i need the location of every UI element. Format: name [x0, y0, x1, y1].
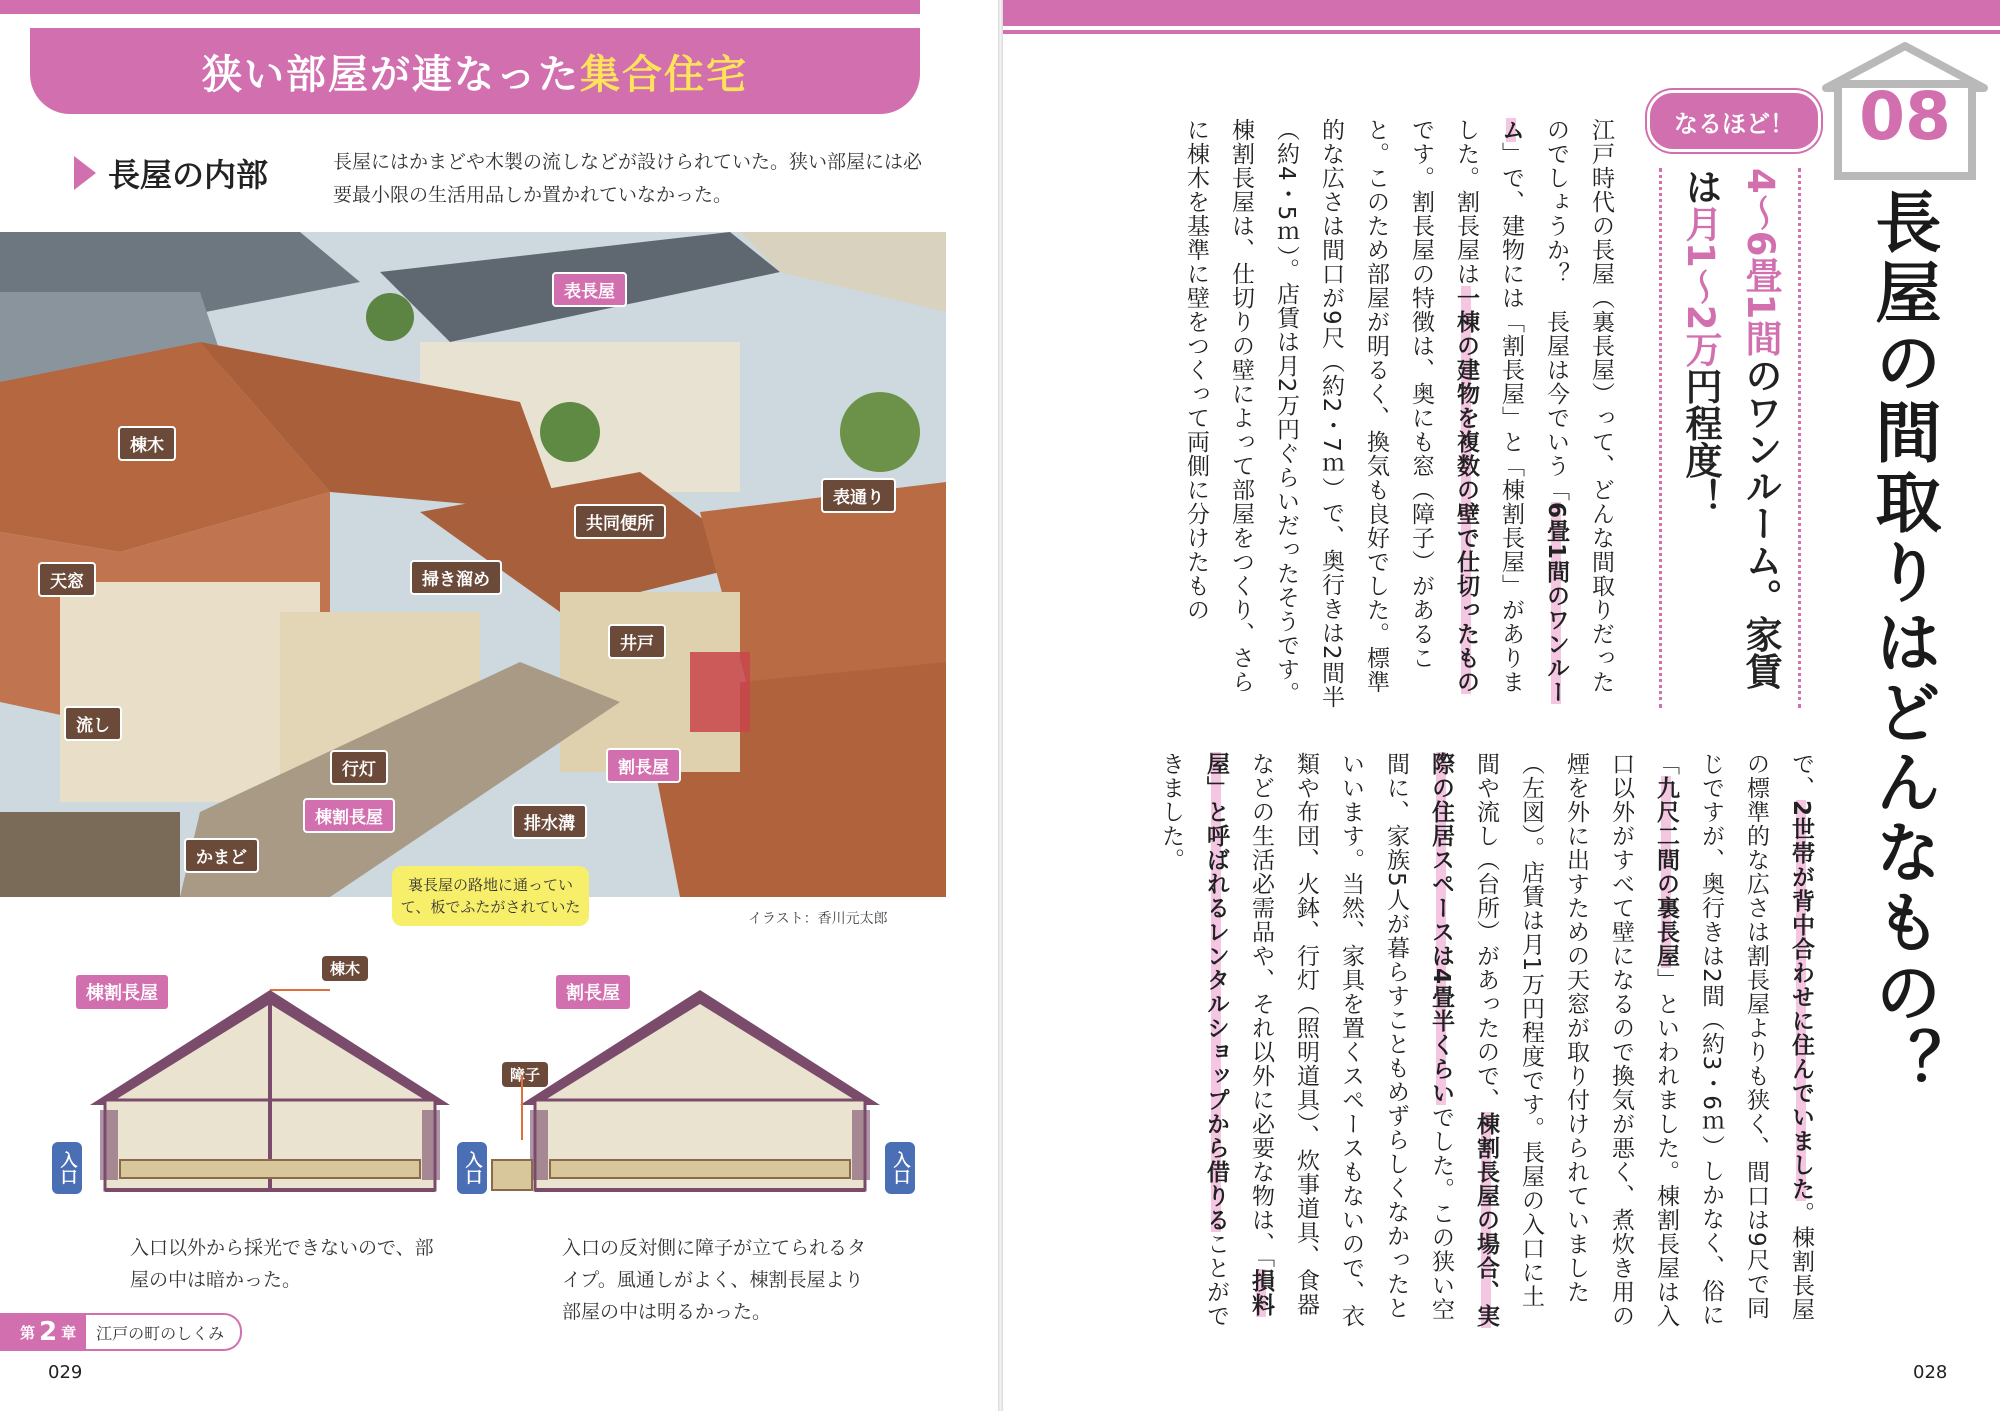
section-number-house — [1820, 40, 1990, 180]
floorplan-diagrams — [60, 980, 920, 1220]
subheading-text: 長屋の内部 — [108, 156, 269, 194]
lead-part-5: 円程度！ — [1679, 367, 1722, 516]
tag-haisuiko: 排水溝 — [512, 804, 587, 839]
chapter-number: 2 — [39, 1317, 58, 1347]
body2-h: 損料屋」と呼ばれるレンタルショップから借りる — [1203, 752, 1274, 1317]
subheading-description: 長屋にはかまどや木製の流しなどが設けられていた。狭い部屋には必要最小限の生活用品しか置かれていなかった。 — [333, 151, 923, 206]
diagram-tag-shoji: 障子 — [502, 1062, 548, 1087]
section-banner — [30, 28, 920, 114]
banner-text: 狭い部屋が連なった — [202, 51, 580, 98]
tag-kyodo-benjo: 共同便所 — [574, 504, 666, 539]
body2-d: 九尺二間の裏長屋 — [1653, 776, 1679, 968]
tag-munaki: 棟木 — [118, 426, 176, 461]
section-number: 08 — [1859, 78, 1951, 155]
body2-i: ことができました。 — [1158, 752, 1229, 1328]
body1-b: 6畳1間のワンルーム — [1498, 118, 1569, 705]
top-bar — [0, 0, 920, 14]
caption-wari: 入口の反対側に障子が立てられるタイプ。風通しがよく、棟割長屋より部屋の中は明るかった。 — [562, 1237, 867, 1323]
right-page — [1003, 0, 2000, 1411]
entry-icon-middle: 入口 — [457, 1142, 487, 1194]
body1-d: 一棟の建物を複数の壁で仕切ったもの — [1453, 286, 1479, 694]
tag-kamado: かまど — [184, 838, 259, 873]
body1-f: 棟割長屋は、仕切りの壁によって部屋をつくり、さらに棟木を基準に壁をつくって両側に分けたもの — [1183, 118, 1254, 694]
entry-icon-right: 入口 — [885, 1142, 915, 1194]
tag-omote-dori: 表通り — [821, 478, 896, 513]
tag-omote-nagaya: 表長屋 — [552, 272, 627, 307]
chapter-badge — [0, 1315, 86, 1349]
lead-part-4: 月1〜2万 — [1679, 205, 1722, 368]
nagaya-illustration — [0, 232, 946, 897]
tag-ido: 井戸 — [608, 624, 666, 659]
body2-e: 」といわれました。棟割長屋は入口以外がすべて壁になるので換気が悪く、煮炊き用の煙を外に出すための天窓が取り付けられていました（左図）。店賃は月1万円程度です。長屋の入口に土間や流し（台所）があったので、 — [1473, 752, 1679, 1328]
body-text-lower — [1103, 752, 1823, 1332]
diagram-label-wari: 割長屋 — [556, 975, 630, 1009]
diagram-label-munewari: 棟割長屋 — [76, 975, 168, 1009]
chapter-indicator — [0, 1313, 242, 1351]
triangle-icon — [74, 156, 96, 190]
chapter-prefix: 第 — [20, 1323, 36, 1342]
body2-a: で、 — [1788, 752, 1814, 800]
banner-highlight: 集合住宅 — [580, 51, 748, 98]
caption-munewari: 入口以外から採光できないので、部屋の中は暗かった。 — [130, 1237, 434, 1291]
chapter-suffix: 章 — [61, 1323, 77, 1342]
tag-munewari-nagaya: 棟割長屋 — [303, 798, 395, 833]
body1-c: 」で、建物には「割長屋」と「棟割長屋」がありました。割長屋は — [1453, 118, 1524, 694]
chapter-title: 江戸の町のしくみ — [96, 1323, 225, 1343]
lead-part-2: のワンルーム。 — [1739, 356, 1782, 616]
top-bar-right — [1003, 0, 2000, 26]
tag-hakidame: 掃き溜め — [410, 560, 502, 595]
tag-wari-nagaya: 割長屋 — [606, 748, 681, 783]
lead-part-3: 家賃は — [1679, 168, 1782, 690]
page-number-left: 029 — [48, 1362, 83, 1383]
drain-note: 裏長屋の路地に通っていて、板でふたがされていた — [392, 866, 589, 926]
naruhodo-badge: なるほど！ — [1647, 90, 1821, 152]
body2-f: 棟割長屋の場合、実際の住居スペースは4畳半くらい — [1428, 752, 1499, 1328]
tag-andon: 行灯 — [330, 750, 388, 785]
body2-c: 。棟割長屋の標準的な広さは割長屋よりも狭く、間口は9尺で同じですが、奥行きは2間（約3・6ｍ）しかなく、俗に「 — [1653, 752, 1814, 1327]
diagram-tag-munaki: 棟木 — [322, 956, 368, 981]
illustration-credit: イラスト：香川元太郎 — [748, 911, 888, 927]
body2-g: でした。この狭い空間に、家族5人が暮らすこともめずらしくなかったといいます。当然、家具を置くスペースもないので、衣類や布団、火鉢、行灯（照明道具）、炊事道具、食器などの生活必需品や、それ以外に必要な物は、「 — [1248, 752, 1454, 1328]
page-title: 長屋の間取りはどんなもの？ — [1864, 188, 1941, 1098]
body2-b: 2世帯が背中合わせに住んでいました — [1788, 800, 1814, 1202]
page-number-right: 028 — [1913, 1362, 1948, 1383]
body1-e: です。割長屋の特徴は、奥にも窓（障子）があること。このため部屋が明るく、換気も良好でした。標準的な広さは間口が9尺（約2・7ｍ）で、奥行きは2間半（約4・5ｍ）。店賃は月2万円ぐらいだったそうです。 — [1273, 118, 1434, 709]
subheading — [74, 150, 268, 196]
tag-nagashi: 流し — [64, 706, 122, 741]
lead-part-1: 4〜6畳1間 — [1739, 168, 1782, 357]
body-text-upper — [1103, 118, 1623, 713]
entry-icon-left: 入口 — [52, 1142, 82, 1194]
lead-summary — [1659, 168, 1801, 708]
body1-a: 江戸時代の長屋（裏長屋）って、どんな間取りだったのでしょうか？ 長屋は今でいう「 — [1543, 118, 1614, 694]
tag-tenmado: 天窓 — [38, 562, 96, 597]
